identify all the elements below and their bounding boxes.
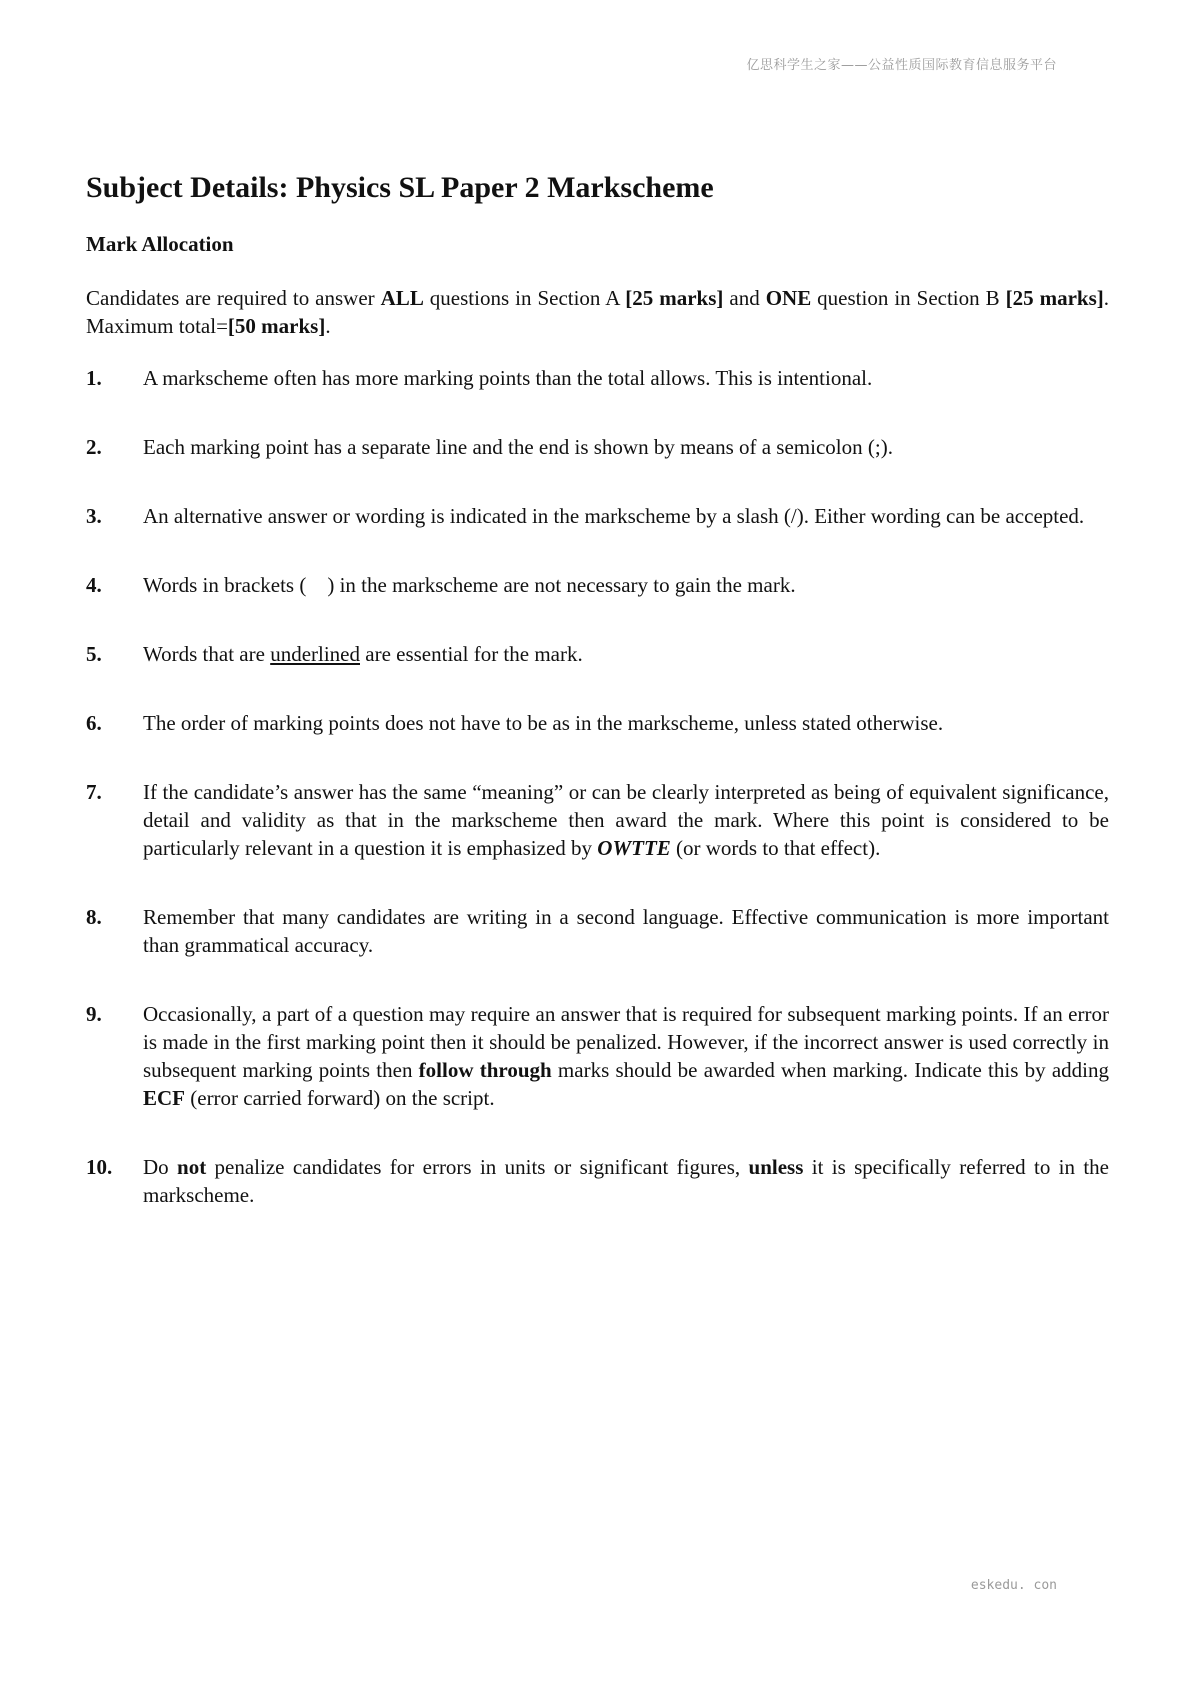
intro-marks-total: [50 marks] (227, 314, 326, 339)
item-text (143, 1000, 1109, 1112)
item-number: 8. (86, 905, 102, 930)
list-item (86, 903, 1109, 959)
unless-term: unless (748, 1155, 804, 1180)
item-text-part: penalize candidates for errors in units or significant figures, (206, 1155, 749, 1180)
item-text: Words in brackets ( ) in the markscheme are not necessary to gain the mark. (143, 573, 796, 598)
page-title: Subject Details: Physics SL Paper 2 Markscheme (86, 171, 714, 204)
intro-all: ALL (380, 286, 424, 311)
item-text-part: marks should be awarded when marking. Indicate this by adding (551, 1058, 1109, 1083)
list-item (86, 571, 1109, 599)
page-footer-site: eskedu. con (970, 1578, 1057, 1593)
item-number: 5. (86, 642, 102, 667)
item-number: 7. (86, 780, 102, 805)
list-item (86, 1153, 1109, 1209)
item-text-part: it is specifically referred to in the markscheme. (143, 1155, 1109, 1208)
intro-one: ONE (765, 286, 812, 311)
page-header-watermark: 亿思科学生之家——公益性质国际教育信息服务平台 (746, 58, 1057, 73)
intro-text: Candidates are required to answer (86, 286, 381, 311)
item-number: 1. (86, 366, 102, 391)
item-text: Each marking point has a separate line and the end is shown by means of a semicolon (;). (143, 435, 893, 460)
underlined-word: underlined (270, 642, 360, 667)
list-item (86, 364, 1109, 392)
not-term: not (177, 1155, 207, 1180)
item-number: 2. (86, 435, 102, 460)
item-text-part: (error carried forward) on the script. (185, 1086, 495, 1111)
item-text-part: (or words to that effect). (670, 836, 881, 861)
list-item (86, 1000, 1109, 1112)
intro-marks-a: [25 marks] (625, 286, 724, 311)
item-text (143, 778, 1109, 862)
item-text-part: Do (143, 1155, 178, 1180)
list-item (86, 640, 1109, 668)
item-text: Remember that many candidates are writing in a second language. Effective communication is more important than grammatical accuracy. (143, 905, 1109, 958)
list-item (86, 709, 1109, 737)
item-text-part: are essential for the mark. (360, 642, 583, 667)
list-item (86, 778, 1109, 862)
item-text: An alternative answer or wording is indicated in the markscheme by a slash (/). Either wording can be accepted. (143, 504, 1085, 529)
item-number: 9. (86, 1002, 102, 1027)
document-body (86, 170, 1109, 1250)
list-item (86, 502, 1109, 530)
intro-text: questions in Section A (423, 286, 626, 311)
item-text-part: Words that are (143, 642, 271, 667)
item-number: 3. (86, 504, 102, 529)
marking-points-list (86, 364, 1109, 1209)
item-text: A markscheme often has more marking points than the total allows. This is intentional. (143, 366, 873, 391)
list-item (86, 433, 1109, 461)
intro-text: . (325, 314, 331, 339)
intro-marks-b: [25 marks] (1005, 286, 1104, 311)
ecf-term: ECF (143, 1086, 185, 1111)
item-number: 4. (86, 573, 102, 598)
item-text (143, 640, 1109, 668)
item-number: 6. (86, 711, 102, 736)
follow-through-term: follow through (418, 1058, 552, 1083)
owtte-term: OWTTE (597, 836, 671, 861)
item-number: 10. (86, 1155, 113, 1180)
intro-text: . Maximum total= (86, 286, 1110, 339)
item-text-part: If the candidate’s answer has the same “meaning” or can be clearly interpreted as being of equivalent significance, detail and validity as that in the markscheme then award the mark. Where this point is considered to be particularly relevant in a question it is emphasized by (143, 780, 1109, 861)
section-heading: Mark Allocation (86, 232, 234, 256)
item-text (143, 1153, 1109, 1209)
item-text: The order of marking points does not have to be as in the markscheme, unless stated otherwise. (143, 711, 944, 736)
item-text-part: Occasionally, a part of a question may require an answer that is required for subsequent marking points. If an error is made in the first marking point then it should be penalized. However, if the incorrect answer is used correctly in subsequent marking points then (143, 1002, 1109, 1083)
intro-text: question in Section B (811, 286, 1006, 311)
intro-text: and (723, 286, 766, 311)
intro-paragraph (86, 284, 1109, 340)
